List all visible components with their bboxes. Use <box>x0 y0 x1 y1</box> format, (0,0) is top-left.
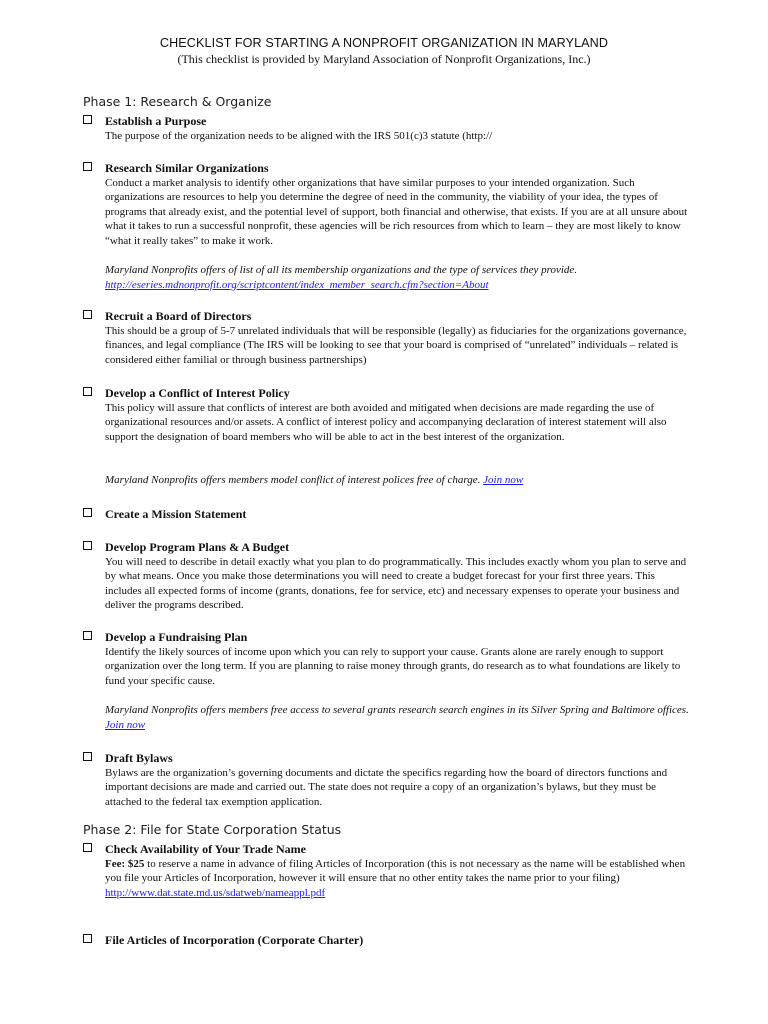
phase-1-heading: Phase 1: Research & Organize <box>83 94 272 109</box>
checkbox-icon[interactable] <box>83 843 92 852</box>
item-note <box>105 263 690 292</box>
checkbox-icon[interactable] <box>83 752 92 761</box>
document-title: CHECKLIST FOR STARTING A NONPROFIT ORGANIZATION IN MARYLAND <box>159 36 609 50</box>
item-body: Identify the likely sources of income upon which you can rely to support your cause. Grants alone are rarely enough to support organization over the long term. If you are planning to raise money through grants, do research as to what foundations are likely to fund your specific cause. <box>105 645 681 687</box>
checkbox-icon[interactable] <box>83 310 92 319</box>
item-note <box>105 703 690 732</box>
note-text: Maryland Nonprofits offers members model conflict of interest polices free of charge. <box>105 474 481 486</box>
item-heading: File Articles of Incorporation (Corporate Charter) <box>105 933 364 947</box>
item-heading: Check Availability of Your Trade Name <box>105 842 306 856</box>
item-heading: Establish a Purpose <box>105 114 207 128</box>
join-now-link[interactable]: Join now <box>483 474 524 486</box>
item-heading: Recruit a Board of Directors <box>105 309 252 323</box>
item-heading: Draft Bylaws <box>105 751 173 765</box>
item-heading: Develop Program Plans & A Budget <box>105 540 290 554</box>
note-text: Maryland Nonprofits offers members free access to several grants research search engines in its Silver Spring and Baltimore offices. <box>105 704 689 716</box>
document-subtitle: (This checklist is provided by Maryland Association of Nonprofit Organizations, Inc.) <box>177 52 591 66</box>
item-heading: Develop a Conflict of Interest Policy <box>105 386 290 400</box>
item-heading: Develop a Fundraising Plan <box>105 630 248 644</box>
fee-description: to reserve a name in advance of filing Articles of Incorporation (this is not necessary as the name will be established when you file your Articles of Incorporation, however it will ensure that no other entity takes the name prior to your filing) <box>105 857 686 884</box>
item-body: This should be a group of 5-7 unrelated individuals that will be responsible (legally) as fiduciaries for the organizations governance, finances, and legal compliance (The IRS will be looking to see that your board is comprised of “unrelated” individuals – related is considered either familial or through business partnerships) <box>105 324 687 366</box>
item-heading: Create a Mission Statement <box>105 507 247 521</box>
item-body <box>105 857 690 901</box>
checkbox-icon[interactable] <box>83 541 92 550</box>
item-body: Conduct a market analysis to identify other organizations that have similar purposes to your intended organization. Such organizations are resources to help you determine the degree of need in the community, the viability of your idea, the types of programs that already exist, and the potential level of support, both financial and otherwise, that exists. If you are at all unsure about what it takes to run a successful nonprofit, these agencies will be rich resources from which to learn – they are most likely to know “what it really takes” to make it work. <box>105 176 688 247</box>
note-text: Maryland Nonprofits offers of list of all its membership organizations and the type of services they provide. <box>105 264 578 276</box>
item-note <box>105 473 690 488</box>
item-body: The purpose of the organization needs to be aligned with the IRS 501(c)3 statute (http:// <box>105 129 493 142</box>
checkbox-icon[interactable] <box>83 508 92 517</box>
phase-2-heading: Phase 2: File for State Corporation Status <box>83 822 342 837</box>
fee-label: Fee: $25 <box>105 857 145 870</box>
item-body: You will need to describe in detail exactly what you plan to do programmatically. This includes exactly whom you plan to serve and by what means. Once you make those determinations you will need to create a budget forecast for your first three years. This includes all expected forms of income (grants, donations, fee for service, etc) and necessary expenses to operate your business and deliver the programs described. <box>105 555 687 611</box>
item-heading: Research Similar Organizations <box>105 161 269 175</box>
checkbox-icon[interactable] <box>83 387 92 396</box>
checkbox-icon[interactable] <box>83 115 92 124</box>
item-body: Bylaws are the organization’s governing documents and dictate the specifics regarding how the board of directors functions and important decisions are made and carried out. The state does not require a copy of an organization’s bylaws, but they must be attached to the federal tax exemption application. <box>105 766 668 808</box>
join-now-link[interactable]: Join now <box>105 718 146 731</box>
checkbox-icon[interactable] <box>83 934 92 943</box>
name-application-link[interactable]: http://www.dat.state.md.us/sdatweb/nameappl.pdf <box>105 886 326 899</box>
checkbox-icon[interactable] <box>83 631 92 640</box>
member-search-link[interactable]: http://eseries.mdnonprofit.org/scriptcontent/index_member_search.cfm?section=About <box>105 278 489 291</box>
item-body: This policy will assure that conflicts of interest are both avoided and mitigated when decisions are made regarding the use of organizational resources and/or assets. A conflict of interest policy and accompanying declaration of interest statement will also support the designation of board members who will be able to act in the best interest of the organization. <box>105 401 667 443</box>
checkbox-icon[interactable] <box>83 162 92 171</box>
